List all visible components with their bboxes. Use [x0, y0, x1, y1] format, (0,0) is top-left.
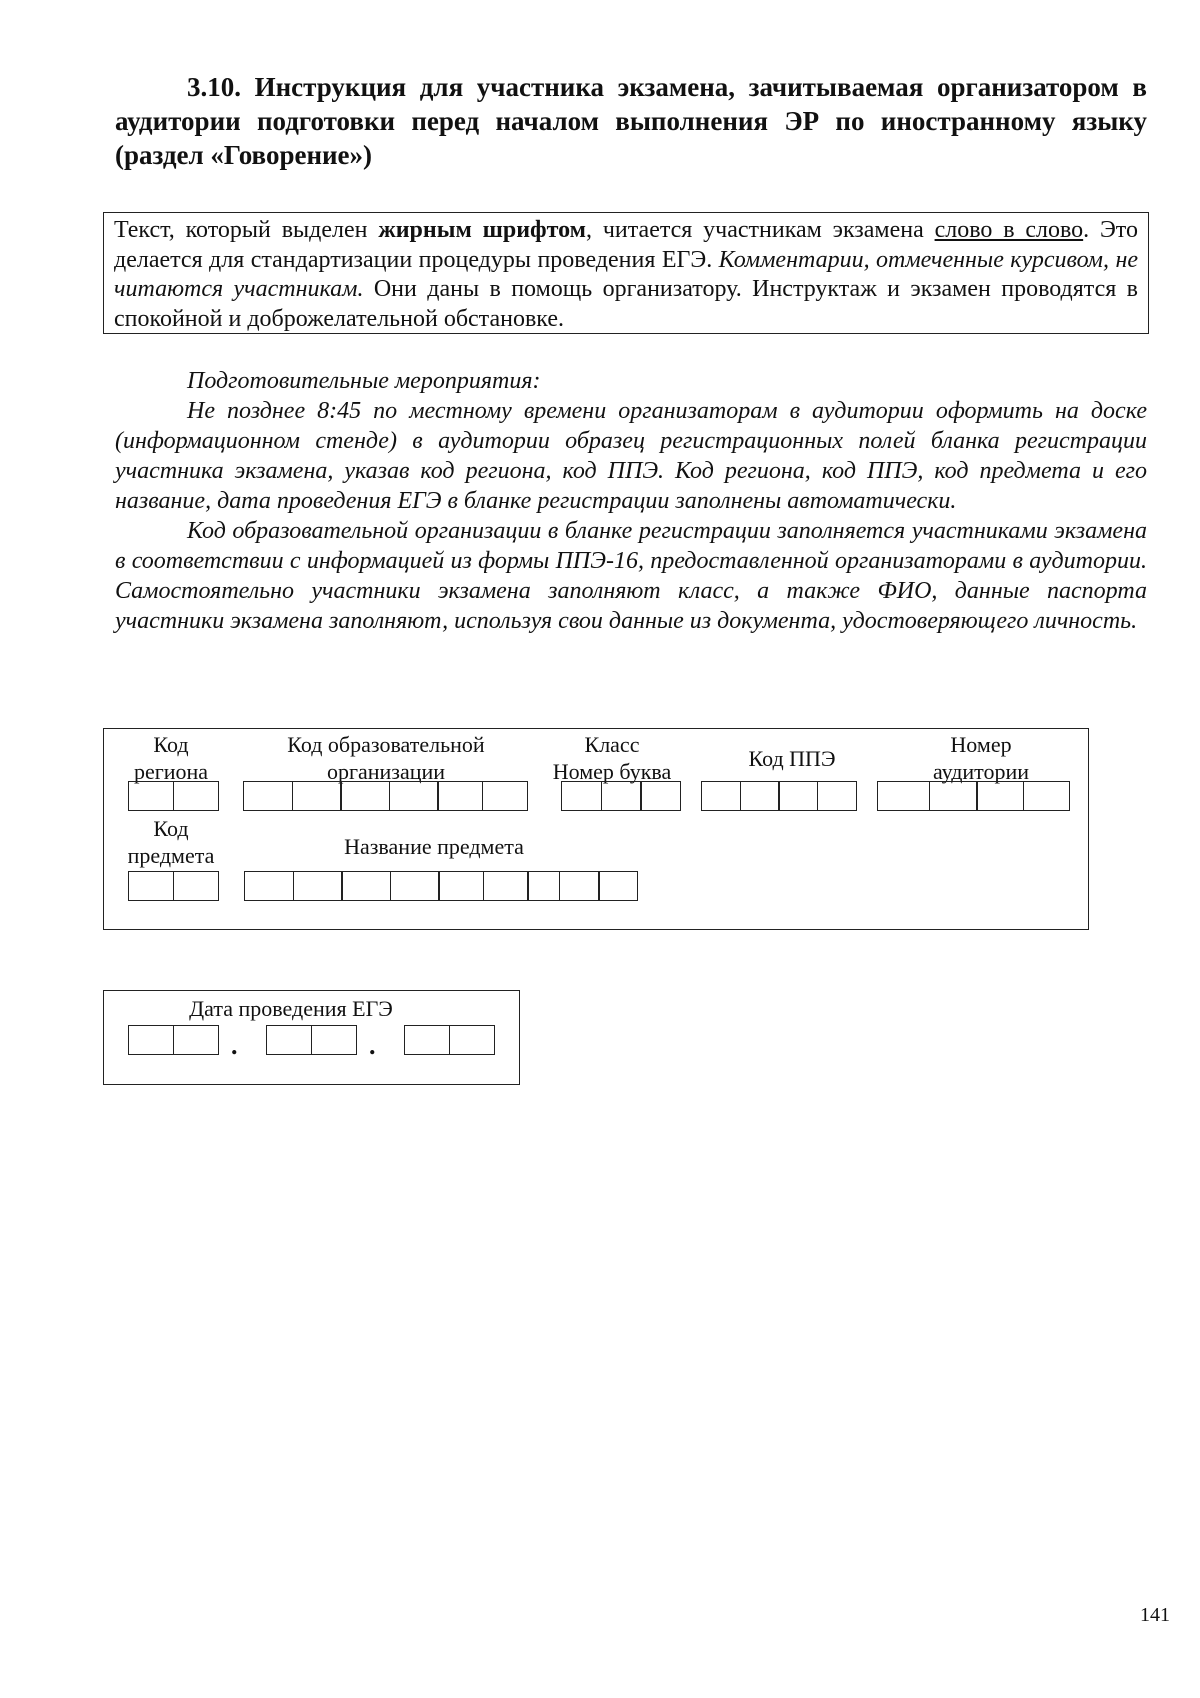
input-cell [601, 781, 642, 811]
region-code-cells [128, 781, 219, 811]
input-cell [929, 781, 978, 811]
input-cell [561, 781, 602, 811]
input-cell [128, 871, 174, 901]
input-cell [449, 1025, 495, 1055]
input-cell [438, 871, 484, 901]
region-code-label: Код региона [133, 732, 209, 784]
page-number: 141 [1140, 1604, 1170, 1626]
input-cell [877, 781, 930, 811]
input-cell [173, 871, 219, 901]
input-cell [817, 781, 857, 811]
subject-name-label: Название предмета [344, 834, 524, 859]
ppe-code-cells [701, 781, 857, 811]
date-separator: . [369, 1031, 376, 1060]
input-cell [559, 871, 600, 901]
input-cell [293, 871, 343, 901]
auditorium-number-cells [877, 781, 1070, 811]
input-cell [389, 781, 439, 811]
input-cell [527, 871, 560, 901]
input-cell [128, 1025, 174, 1055]
date-year-cells [404, 1025, 495, 1055]
input-cell [390, 871, 440, 901]
input-cell [266, 1025, 312, 1055]
ppe-code-label: Код ППЭ [748, 746, 836, 771]
preparatory-paragraph: Код образовательной организации в бланке регистрации заполняется участниками экзамена в соответствии с информацией из формы ППЭ-16, предоставленной организаторами в аудитории. Самостоятельно участники экзамена заполняют класс, а также ФИО, данные паспорта участники экзамена заполняют, используя свои данные из документа, удостоверяющего личность. [115, 518, 1147, 634]
org-code-cells [243, 781, 528, 811]
input-cell [976, 781, 1024, 811]
subject-code-cells [128, 871, 219, 901]
auditorium-number-label: Номер аудитории [932, 732, 1030, 784]
italic-text-sample: Комментарии, отмеченные курсивом, не читаются участникам. [114, 246, 1139, 302]
reading-rules-notice: Текст, который выделен жирным шрифтом, читается участникам экзамена слово в слово. Это делается для стандартизации процедуры проведения ЕГЭ. Комментарии, отмеченные курсивом, не читаются участникам. Они даны в помощь организатору. Инструктаж и экзамен проводятся в спокойной и доброжелательной обстановке. [103, 212, 1149, 334]
preparatory-paragraph: Не позднее 8:45 по местному времени организаторам в аудитории оформить на доске (информационном стенде) в аудитории образец регистрационных полей бланка регистрации участника экзамена, указав код региона, код ППЭ. Код региона, код ППЭ, код предмета и его название, дата проведения ЕГЭ в бланке регистрации заполнены автоматически. [115, 398, 1147, 514]
input-cell [701, 781, 741, 811]
input-cell [640, 781, 681, 811]
input-cell [311, 1025, 357, 1055]
date-separator: . [231, 1031, 238, 1060]
class-label: Класс Номер буква [552, 732, 672, 784]
input-cell [1023, 781, 1070, 811]
date-month-cells [266, 1025, 357, 1055]
input-cell [244, 871, 294, 901]
input-cell [740, 781, 780, 811]
bold-text-sample: жирным шрифтом [378, 217, 587, 243]
preparatory-title: Подготовительные мероприятия: [187, 368, 541, 394]
input-cell [173, 781, 219, 811]
class-cells [561, 781, 681, 811]
registration-fields-sample [103, 728, 1089, 930]
input-cell [341, 871, 391, 901]
input-cell [404, 1025, 450, 1055]
subject-code-label: Код предмета [127, 816, 215, 868]
input-cell [437, 781, 483, 811]
input-cell [778, 781, 818, 811]
section-heading: 3.10. Инструкция для участника экзамена, зачитываемая организатором в аудитории подготовки перед началом выполнения ЭР по иностранному языку (раздел «Говорение») [115, 72, 1147, 170]
input-cell [292, 781, 342, 811]
input-cell [340, 781, 390, 811]
exam-date-sample [103, 990, 520, 1085]
preparatory-measures [115, 366, 1147, 636]
date-day-cells [128, 1025, 219, 1055]
input-cell [483, 871, 529, 901]
exam-date-label: Дата проведения ЕГЭ [189, 996, 393, 1021]
input-cell [243, 781, 293, 811]
input-cell [598, 871, 638, 901]
org-code-label: Код образовательной организации [287, 732, 485, 784]
underlined-text-sample: слово в слово [934, 217, 1084, 243]
input-cell [128, 781, 174, 811]
input-cell [482, 781, 528, 811]
subject-name-cells [244, 871, 638, 901]
input-cell [173, 1025, 219, 1055]
